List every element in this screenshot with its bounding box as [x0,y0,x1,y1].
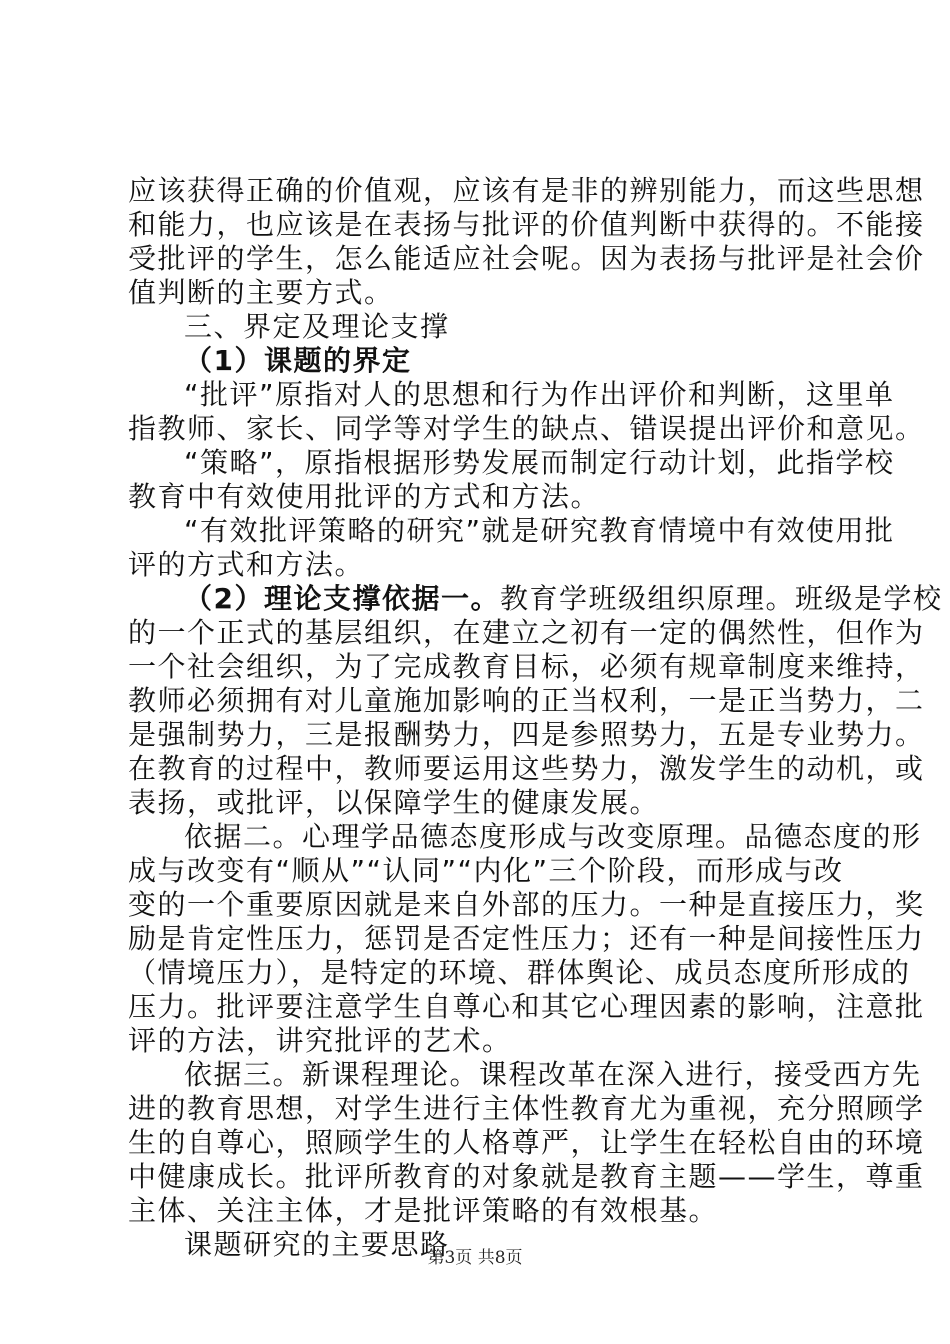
text-line [128,582,943,616]
text-line: 受批评的学生，怎么能适应社会呢。因为表扬与批评是社会价 [128,242,925,275]
text-line: 评的方式和方法。 [128,548,365,581]
text-line: 教师必须拥有对儿童施加影响的正当权利，一是正当势力，二 [128,684,925,717]
body-text [128,174,943,1262]
text-line: （情境压力），是特定的环境、群体舆论、成员态度所形成的 [128,956,911,989]
text-line: 一个社会组织，为了完成教育目标，必须有规章制度来维持， [128,650,925,683]
text-line: 依据二。心理学品德态度形成与改变原理。品德态度的形 [184,820,922,853]
text-line: 和能力，也应该是在表扬与批评的价值判断中获得的。不能接 [128,208,925,241]
text-line: 评的方法，讲究批评的艺术。 [128,1024,512,1057]
page-footer: 第3页 共8页 [427,1248,523,1268]
text-line: 值判断的主要方式。 [128,276,394,309]
text-line: “策略”，原指根据形势发展而制定行动计划，此指学校 [184,446,895,479]
text-line: 指教师、家长、同学等对学生的缺点、错误提出评价和意见。 [128,412,925,445]
text-line: 在教育的过程中，教师要运用这些势力，激发学生的动机，或 [128,752,925,785]
text-line: 主体、关注主体，才是批评策略的有效根基。 [128,1194,719,1227]
text-line: 进的教育思想，对学生进行主体性教育尤为重视，充分照顾学 [128,1092,925,1125]
text-line: 中健康成长。批评所教育的对象就是教育主题——学生，尊重 [128,1160,925,1193]
text-line: 励是肯定性压力，惩罚是否定性压力；还有一种是间接性压力 [128,922,925,955]
text-line: 的一个正式的基层组织，在建立之初有一定的偶然性，但作为 [128,616,925,649]
text-line: 依据三。新课程理论。课程改革在深入进行，接受西方先 [184,1058,922,1091]
text-line: 应该获得正确的价值观，应该有是非的辨别能力，而这些思想 [128,174,925,207]
text-line: 变的一个重要原因就是来自外部的压力。一种是直接压力，奖 [128,888,925,921]
text-line: 压力。批评要注意学生自尊心和其它心理因素的影响，注意批 [128,990,925,1023]
text-line: 生的自尊心，照顾学生的人格尊严，让学生在轻松自由的环境 [128,1126,925,1159]
bold-heading: （2）理论支撑依据一。 [184,582,500,615]
text-line: “有效批评策略的研究”就是研究教育情境中有效使用批 [184,514,895,547]
text-line: （1）课题的界定 [184,344,412,377]
text-line: “批评”原指对人的思想和行为作出评价和判断，这里单 [184,378,895,411]
text-line: 教育中有效使用批评的方式和方法。 [128,480,601,513]
text-line: 是强制势力，三是报酬势力，四是参照势力，五是专业势力。 [128,718,925,751]
line-text: 教育学班级组织原理。班级是学校 [499,582,943,615]
text-line: 三、界定及理论支撑 [184,310,450,343]
text-line: 课题研究的主要思路 [184,1228,450,1261]
text-line: 成与改变有“顺从”“认同”“内化”三个阶段，而形成与改 [128,854,844,887]
text-line: 表扬，或批评，以保障学生的健康发展。 [128,786,660,819]
